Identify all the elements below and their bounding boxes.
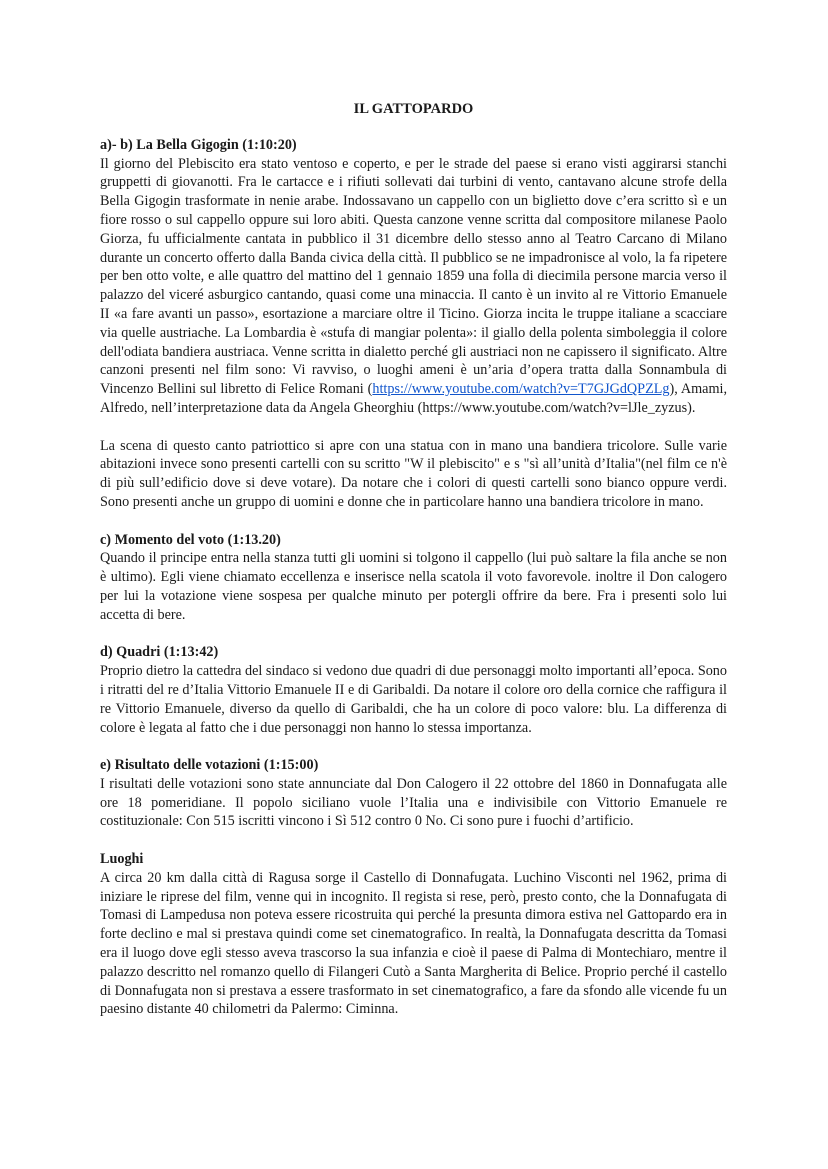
- section-quadri: [100, 643, 727, 737]
- paragraph: I risultati delle votazioni sono state annunciate dal Don Calogero il 22 ottobre del 1860 in Donnafugata alle ore 18 pomeridiane. Il popolo siciliano vuole l’Italia una e indivisibile con Vittorio Emanuele re costituzionale: Con 515 iscritti vincono i Sì 512 contro 0 No. Ci sono pure i fuochi d’artificio.: [100, 775, 727, 830]
- paragraph: Proprio dietro la cattedra del sindaco si vedono due quadri di due personaggi molto importanti all’epoca. Sono i ritratti del re d’Italia Vittorio Emanuele II e di Garibaldi. Da notare il colore oro della cornice che raffigura il re Vittorio Emanuele, diverso da quello di Garibaldi, che ha un colore di poco valore: blu. La differenza di colore è legata al fatto che i due personaggi non hanno lo stessa importanza.: [100, 663, 727, 736]
- section-luoghi: [100, 850, 727, 1019]
- youtube-link[interactable]: https://www.youtube.com/watch?v=T7GJGdQPZLg: [372, 381, 670, 398]
- paragraph: Quando il principe entra nella stanza tutti gli uomini si tolgono il cappello (lui può saltare la fila anche se non è ultimo). Egli viene chiamato eccellenza e inserisce nella scatola il voto favorevole. inoltre il Don calogero per lui la votazione viene sospesa per qualche minuto per potergli offrire da bere. Fra i presenti solo lui accetta di bere.: [100, 550, 727, 623]
- paragraph: [100, 155, 727, 418]
- section-heading: d) Quadri (1:13:42): [100, 644, 219, 661]
- section-bella-gigogin: [100, 136, 727, 512]
- section-momento-del-voto: [100, 531, 727, 625]
- paragraph: A circa 20 km dalla città di Ragusa sorge il Castello di Donnafugata. Luchino Visconti nel 1962, prima di iniziare le riprese del film, venne qui in incognito. Il regista si rese, però, presto conto, che la Donnafugata di Tomasi di Lampedusa non poteva essere ricostruita qui perché la presunta dimora estiva nel Gattopardo era in forte declino e mal si prestava quindi come set cinematografico. In realtà, la Donnafugata descritta da Tomasi era il luogo dove egli stesso aveva trascorso la sua infanzia e cioè il paese di Palma di Montechiaro, mentre il palazzo descritto nel romanzo quello di Filangeri Cutò a Santa Margherita di Belice. Proprio perché il castello di Donnafugata non si prestava a essere trasformato in set cinematografico, a fare da sfondo alle vicende fu un paesino distante 40 chilometri da Palermo: Ciminna.: [100, 869, 727, 1018]
- section-risultato-votazioni: [100, 756, 727, 831]
- paragraph-text: ), Amami, Alfredo, nell’interpretazione data da Angela Gheorghiu (https://www.youtube.com/watch?v=lJle_zyzus).: [100, 381, 728, 416]
- paragraph: La scena di questo canto patriottico si apre con una statua con in mano una bandiera tricolore. Sulle varie abitazioni invece sono presenti cartelli con su scritto "W il plebiscito" e s "sì all’unità d’Italia"(nel film ce n'è di più sull’edificio dove si deve votare). Da notare che i colori di questi cartelli sono bianco oppure verdi. Sono presenti anche un gruppo di uomini e donne che in particolare hanno una bandiera tricolore in mano.: [100, 437, 727, 510]
- section-heading: Luoghi: [100, 851, 144, 868]
- document-page: [100, 100, 727, 1038]
- section-heading: e) Risultato delle votazioni (1:15:00): [100, 757, 319, 774]
- section-heading: c) Momento del voto (1:13.20): [100, 531, 281, 548]
- paragraph-text: Il giorno del Plebiscito era stato ventoso e coperto, e per le strade del paese si erano visti aggirarsi stanchi gruppetti di giovanotti. Fra le cartacce e i rifiuti sollevati dai turbini di vento, cantavano alcune strofe della Bella Gigogin trasformate in nenie arabe. Indossavano un cappello con un biglietto dove c’era scritto sì e un fiore rosso o sul cappello oppure sui loro abiti. Questa canzone venne scritta dal compositore milanese Paolo Giorza, fu ufficialmente cantata in pubblico il 31 dicembre dello stesso anno al Teatro Carcano di Milano durante un concerto offerto dalla Banda civica della città. Il pubblico se ne impadronisce al volo, la fa ripetere per ben otto volte, e alle quattro del mattino del 1 gennaio 1859 una folla di diecimila persone marcia verso il palazzo del viceré asburgico cantando, quasi come una minaccia. Il canto è un invito al re Vittorio Emanuele II «a fare avanti un passo», esortazione a marciare oltre il Ticino. Giorza incita le truppe italiane a scacciare via quelle austriache. La Lombardia è «stufa di mangiar polenta»: il giallo della polenta simboleggia il colore dell'odiata bandiera austriaca. Venne scritta in dialetto perché gli austriaci non ne capissero il significato. Altre canzoni presenti nel film sono: Vi ravviso, o luoghi ameni è un’aria d’opera tratta dalla Sonnambula di Vincenzo Bellini sul libretto di Felice Romani (: [100, 155, 727, 398]
- document-title: IL GATTOPARDO: [353, 101, 474, 117]
- section-heading: a)- b) La Bella Gigogin (1:10:20): [100, 136, 297, 153]
